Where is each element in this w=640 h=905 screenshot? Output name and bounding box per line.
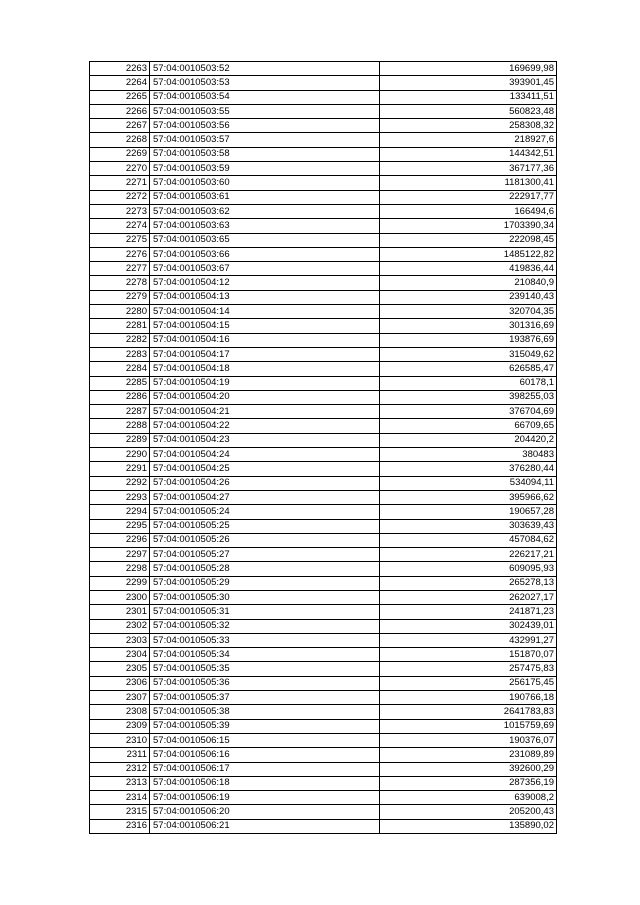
row-number-cell: 2295 — [90, 519, 150, 533]
row-number-cell: 2313 — [90, 776, 150, 790]
table-row — [90, 490, 557, 504]
row-number-cell: 2283 — [90, 347, 150, 361]
cadastral-value-cell: 257475,83 — [380, 662, 557, 676]
table-row — [90, 347, 557, 361]
table-body — [90, 62, 557, 834]
cadastral-number-cell: 57:04:0010505:24 — [150, 505, 380, 519]
table-row — [90, 76, 557, 90]
row-number-cell: 2312 — [90, 762, 150, 776]
row-number-cell: 2300 — [90, 590, 150, 604]
table-row — [90, 176, 557, 190]
row-number-cell: 2305 — [90, 662, 150, 676]
table-row — [90, 562, 557, 576]
cadastral-value-cell: 626585,47 — [380, 362, 557, 376]
cadastral-value-cell: 315049,62 — [380, 347, 557, 361]
cadastral-value-cell: 1703390,34 — [380, 219, 557, 233]
cadastral-number-cell: 57:04:0010504:24 — [150, 448, 380, 462]
cadastral-number-cell: 57:04:0010505:30 — [150, 590, 380, 604]
row-number-cell: 2310 — [90, 733, 150, 747]
cadastral-number-cell: 57:04:0010504:13 — [150, 290, 380, 304]
cadastral-value-cell: 256175,45 — [380, 676, 557, 690]
row-number-cell: 2297 — [90, 548, 150, 562]
cadastral-value-cell: 262027,17 — [380, 590, 557, 604]
cadastral-value-cell: 457084,62 — [380, 533, 557, 547]
cadastral-value-cell: 1015759,69 — [380, 719, 557, 733]
cadastral-number-cell: 57:04:0010503:61 — [150, 190, 380, 204]
row-number-cell: 2281 — [90, 319, 150, 333]
cadastral-number-cell: 57:04:0010504:26 — [150, 476, 380, 490]
cadastral-value-cell: 609095,93 — [380, 562, 557, 576]
cadastral-value-cell: 639008,2 — [380, 791, 557, 805]
cadastral-number-cell: 57:04:0010503:67 — [150, 262, 380, 276]
cadastral-value-cell: 133411,51 — [380, 90, 557, 104]
row-number-cell: 2288 — [90, 419, 150, 433]
cadastral-number-cell: 57:04:0010504:18 — [150, 362, 380, 376]
table-row — [90, 762, 557, 776]
cadastral-value-cell: 301316,69 — [380, 319, 557, 333]
row-number-cell: 2309 — [90, 719, 150, 733]
table-row — [90, 219, 557, 233]
cadastral-value-cell: 303639,43 — [380, 519, 557, 533]
cadastral-value-cell: 135890,02 — [380, 819, 557, 833]
cadastral-value-cell: 287356,19 — [380, 776, 557, 790]
table-row — [90, 162, 557, 176]
cadastral-number-cell: 57:04:0010503:58 — [150, 147, 380, 161]
table-row — [90, 791, 557, 805]
cadastral-value-cell: 222917,77 — [380, 190, 557, 204]
row-number-cell: 2307 — [90, 691, 150, 705]
cadastral-number-cell: 57:04:0010504:14 — [150, 305, 380, 319]
row-number-cell: 2293 — [90, 490, 150, 504]
row-number-cell: 2296 — [90, 533, 150, 547]
cadastral-value-cell: 190766,18 — [380, 691, 557, 705]
row-number-cell: 2289 — [90, 433, 150, 447]
cadastral-value-cell: 190376,07 — [380, 733, 557, 747]
table-row — [90, 590, 557, 604]
cadastral-number-cell: 57:04:0010504:25 — [150, 462, 380, 476]
row-number-cell: 2311 — [90, 748, 150, 762]
row-number-cell: 2301 — [90, 605, 150, 619]
row-number-cell: 2271 — [90, 176, 150, 190]
cadastral-number-cell: 57:04:0010503:55 — [150, 104, 380, 118]
cadastral-number-cell: 57:04:0010506:15 — [150, 733, 380, 747]
table-row — [90, 619, 557, 633]
row-number-cell: 2264 — [90, 76, 150, 90]
table-row — [90, 305, 557, 319]
cadastral-number-cell: 57:04:0010503:57 — [150, 133, 380, 147]
table-row — [90, 748, 557, 762]
row-number-cell: 2314 — [90, 791, 150, 805]
cadastral-number-cell: 57:04:0010504:27 — [150, 490, 380, 504]
cadastral-number-cell: 57:04:0010504:21 — [150, 405, 380, 419]
table-row — [90, 548, 557, 562]
row-number-cell: 2285 — [90, 376, 150, 390]
cadastral-value-cell: 376280,44 — [380, 462, 557, 476]
row-number-cell: 2275 — [90, 233, 150, 247]
cadastral-value-cell: 302439,01 — [380, 619, 557, 633]
cadastral-number-cell: 57:04:0010506:19 — [150, 791, 380, 805]
cadastral-number-cell: 57:04:0010505:25 — [150, 519, 380, 533]
row-number-cell: 2270 — [90, 162, 150, 176]
cadastral-value-cell: 1485122,82 — [380, 247, 557, 261]
row-number-cell: 2266 — [90, 104, 150, 118]
table-row — [90, 719, 557, 733]
row-number-cell: 2278 — [90, 276, 150, 290]
table-row — [90, 333, 557, 347]
table-row — [90, 62, 557, 76]
table-row — [90, 290, 557, 304]
cadastral-number-cell: 57:04:0010503:54 — [150, 90, 380, 104]
cadastral-value-cell: 169699,98 — [380, 62, 557, 76]
cadastral-value-cell: 204420,2 — [380, 433, 557, 447]
table-row — [90, 733, 557, 747]
row-number-cell: 2284 — [90, 362, 150, 376]
cadastral-number-cell: 57:04:0010504:23 — [150, 433, 380, 447]
cadastral-value-cell: 241871,23 — [380, 605, 557, 619]
cadastral-value-cell: 367177,36 — [380, 162, 557, 176]
cadastral-value-cell: 190657,28 — [380, 505, 557, 519]
cadastral-value-cell: 419836,44 — [380, 262, 557, 276]
table-row — [90, 576, 557, 590]
cadastral-number-cell: 57:04:0010504:15 — [150, 319, 380, 333]
cadastral-value-cell: 151870,07 — [380, 648, 557, 662]
table-row — [90, 419, 557, 433]
cadastral-value-cell: 258308,32 — [380, 119, 557, 133]
table-row — [90, 104, 557, 118]
cadastral-number-cell: 57:04:0010505:35 — [150, 662, 380, 676]
cadastral-value-cell: 395966,62 — [380, 490, 557, 504]
table-row — [90, 133, 557, 147]
table-row — [90, 633, 557, 647]
cadastral-number-cell: 57:04:0010505:32 — [150, 619, 380, 633]
cadastral-value-table — [89, 61, 557, 834]
cadastral-number-cell: 57:04:0010505:29 — [150, 576, 380, 590]
cadastral-number-cell: 57:04:0010505:39 — [150, 719, 380, 733]
row-number-cell: 2267 — [90, 119, 150, 133]
row-number-cell: 2274 — [90, 219, 150, 233]
cadastral-number-cell: 57:04:0010504:20 — [150, 390, 380, 404]
cadastral-number-cell: 57:04:0010505:34 — [150, 648, 380, 662]
table-row — [90, 147, 557, 161]
cadastral-number-cell: 57:04:0010504:22 — [150, 419, 380, 433]
cadastral-number-cell: 57:04:0010506:17 — [150, 762, 380, 776]
cadastral-number-cell: 57:04:0010503:62 — [150, 204, 380, 218]
cadastral-value-cell: 166494,6 — [380, 204, 557, 218]
table-row — [90, 776, 557, 790]
row-number-cell: 2280 — [90, 305, 150, 319]
table-row — [90, 662, 557, 676]
row-number-cell: 2290 — [90, 448, 150, 462]
row-number-cell: 2315 — [90, 805, 150, 819]
row-number-cell: 2272 — [90, 190, 150, 204]
row-number-cell: 2277 — [90, 262, 150, 276]
cadastral-number-cell: 57:04:0010506:18 — [150, 776, 380, 790]
table-row — [90, 676, 557, 690]
table-row — [90, 276, 557, 290]
table-row — [90, 247, 557, 261]
row-number-cell: 2265 — [90, 90, 150, 104]
table-row — [90, 519, 557, 533]
cadastral-value-cell: 218927,6 — [380, 133, 557, 147]
cadastral-number-cell: 57:04:0010503:65 — [150, 233, 380, 247]
row-number-cell: 2282 — [90, 333, 150, 347]
cadastral-number-cell: 57:04:0010503:63 — [150, 219, 380, 233]
table-row — [90, 648, 557, 662]
table-row — [90, 433, 557, 447]
cadastral-value-cell: 376704,69 — [380, 405, 557, 419]
table-row — [90, 405, 557, 419]
table-row — [90, 448, 557, 462]
cadastral-number-cell: 57:04:0010504:17 — [150, 347, 380, 361]
table-row — [90, 605, 557, 619]
table-row — [90, 319, 557, 333]
row-number-cell: 2276 — [90, 247, 150, 261]
cadastral-number-cell: 57:04:0010505:27 — [150, 548, 380, 562]
table-row — [90, 533, 557, 547]
cadastral-number-cell: 57:04:0010505:33 — [150, 633, 380, 647]
row-number-cell: 2294 — [90, 505, 150, 519]
cadastral-number-cell: 57:04:0010505:36 — [150, 676, 380, 690]
table-row — [90, 476, 557, 490]
cadastral-value-cell: 560823,48 — [380, 104, 557, 118]
row-number-cell: 2263 — [90, 62, 150, 76]
row-number-cell: 2292 — [90, 476, 150, 490]
cadastral-number-cell: 57:04:0010503:56 — [150, 119, 380, 133]
table-row — [90, 819, 557, 833]
cadastral-value-cell: 393901,45 — [380, 76, 557, 90]
row-number-cell: 2304 — [90, 648, 150, 662]
cadastral-value-cell: 210840,9 — [380, 276, 557, 290]
cadastral-value-cell: 398255,03 — [380, 390, 557, 404]
cadastral-value-cell: 144342,51 — [380, 147, 557, 161]
cadastral-value-cell: 60178,1 — [380, 376, 557, 390]
cadastral-number-cell: 57:04:0010503:52 — [150, 62, 380, 76]
cadastral-number-cell: 57:04:0010505:31 — [150, 605, 380, 619]
table-row — [90, 90, 557, 104]
table-row — [90, 705, 557, 719]
table-row — [90, 390, 557, 404]
cadastral-number-cell: 57:04:0010506:16 — [150, 748, 380, 762]
table-row — [90, 362, 557, 376]
table-row — [90, 233, 557, 247]
row-number-cell: 2269 — [90, 147, 150, 161]
row-number-cell: 2279 — [90, 290, 150, 304]
cadastral-value-cell: 231089,89 — [380, 748, 557, 762]
cadastral-value-cell: 265278,13 — [380, 576, 557, 590]
table-row — [90, 204, 557, 218]
table-row — [90, 376, 557, 390]
cadastral-value-cell: 380483 — [380, 448, 557, 462]
cadastral-value-cell: 2641783,83 — [380, 705, 557, 719]
row-number-cell: 2291 — [90, 462, 150, 476]
cadastral-number-cell: 57:04:0010505:26 — [150, 533, 380, 547]
cadastral-value-cell: 193876,69 — [380, 333, 557, 347]
table-row — [90, 462, 557, 476]
row-number-cell: 2298 — [90, 562, 150, 576]
cadastral-number-cell: 57:04:0010505:38 — [150, 705, 380, 719]
row-number-cell: 2302 — [90, 619, 150, 633]
row-number-cell: 2268 — [90, 133, 150, 147]
table-row — [90, 691, 557, 705]
cadastral-number-cell: 57:04:0010503:66 — [150, 247, 380, 261]
cadastral-value-cell: 66709,65 — [380, 419, 557, 433]
table-row — [90, 190, 557, 204]
row-number-cell: 2299 — [90, 576, 150, 590]
row-number-cell: 2286 — [90, 390, 150, 404]
cadastral-value-cell: 239140,43 — [380, 290, 557, 304]
row-number-cell: 2273 — [90, 204, 150, 218]
cadastral-value-cell: 320704,35 — [380, 305, 557, 319]
row-number-cell: 2308 — [90, 705, 150, 719]
cadastral-number-cell: 57:04:0010505:28 — [150, 562, 380, 576]
cadastral-number-cell: 57:04:0010506:21 — [150, 819, 380, 833]
cadastral-value-cell: 392600,29 — [380, 762, 557, 776]
cadastral-value-cell: 1181300,41 — [380, 176, 557, 190]
row-number-cell: 2306 — [90, 676, 150, 690]
row-number-cell: 2303 — [90, 633, 150, 647]
table-row — [90, 262, 557, 276]
cadastral-value-cell: 534094,11 — [380, 476, 557, 490]
cadastral-value-cell: 222098,45 — [380, 233, 557, 247]
cadastral-number-cell: 57:04:0010503:53 — [150, 76, 380, 90]
cadastral-number-cell: 57:04:0010505:37 — [150, 691, 380, 705]
cadastral-number-cell: 57:04:0010503:59 — [150, 162, 380, 176]
cadastral-number-cell: 57:04:0010503:60 — [150, 176, 380, 190]
table-row — [90, 505, 557, 519]
cadastral-value-cell: 226217,21 — [380, 548, 557, 562]
row-number-cell: 2316 — [90, 819, 150, 833]
cadastral-number-cell: 57:04:0010504:16 — [150, 333, 380, 347]
cadastral-value-cell: 205200,43 — [380, 805, 557, 819]
cadastral-value-cell: 432991,27 — [380, 633, 557, 647]
row-number-cell: 2287 — [90, 405, 150, 419]
table-row — [90, 119, 557, 133]
table-row — [90, 805, 557, 819]
cadastral-number-cell: 57:04:0010504:19 — [150, 376, 380, 390]
cadastral-number-cell: 57:04:0010504:12 — [150, 276, 380, 290]
cadastral-number-cell: 57:04:0010506:20 — [150, 805, 380, 819]
